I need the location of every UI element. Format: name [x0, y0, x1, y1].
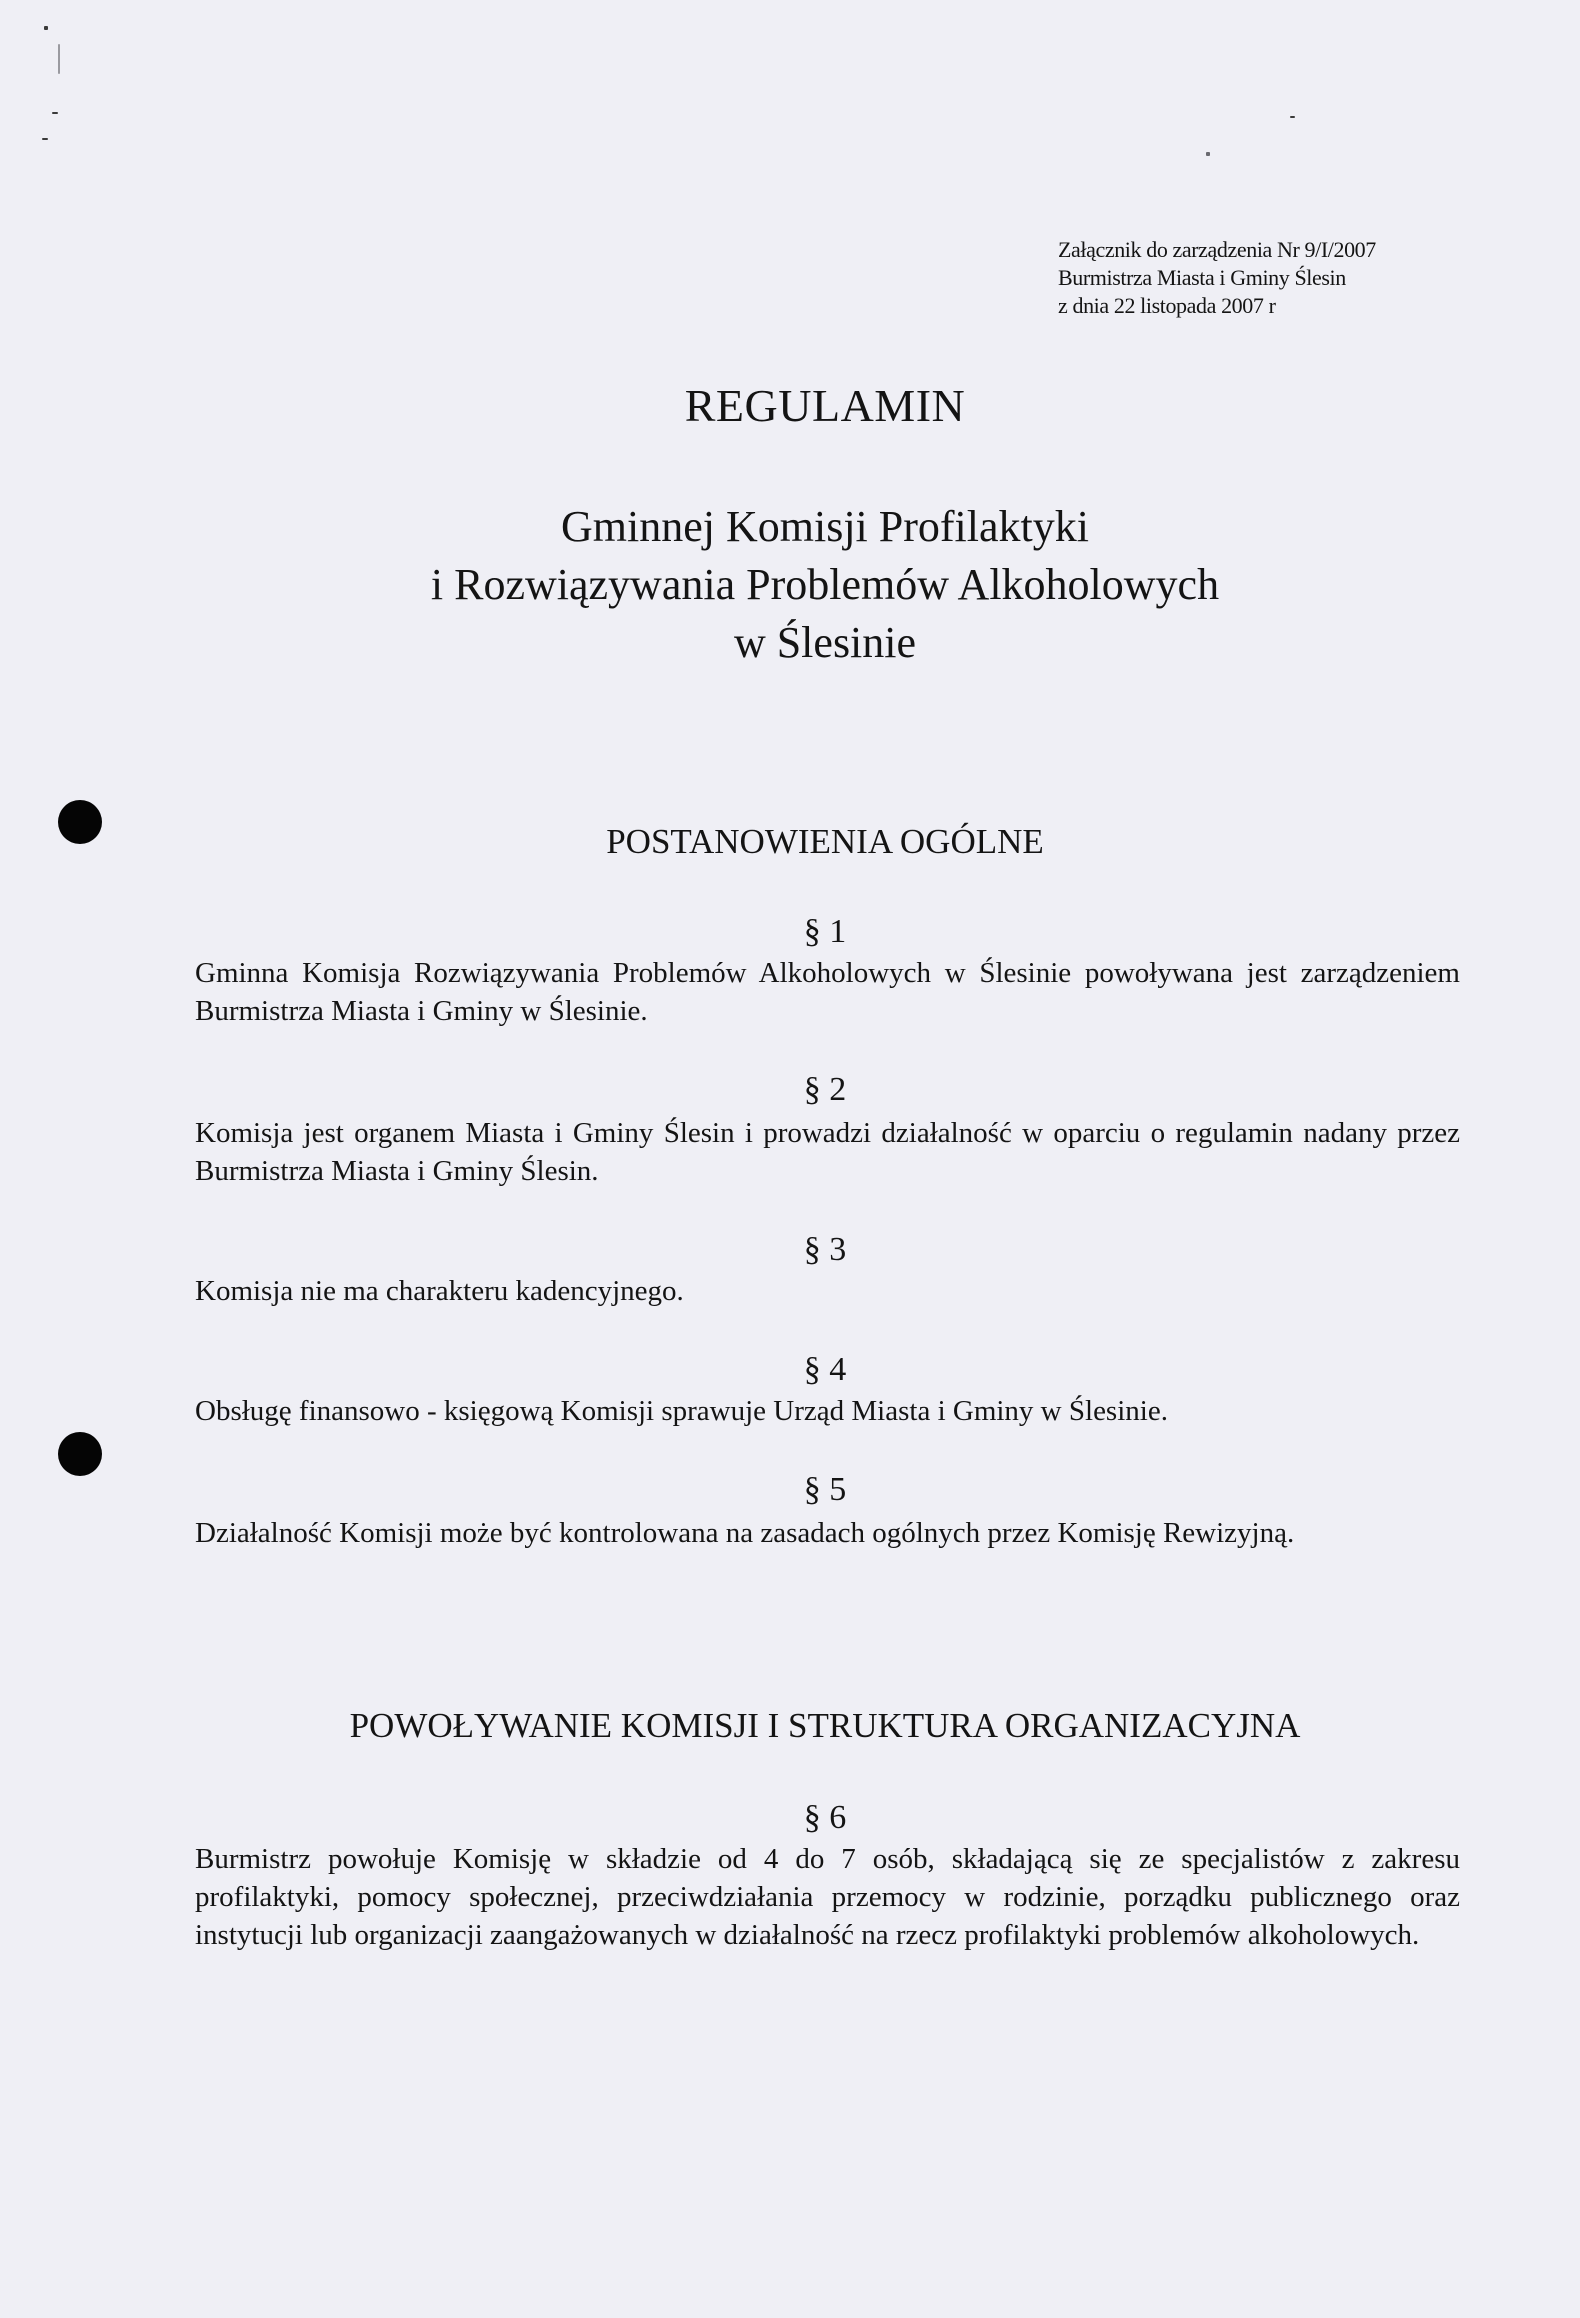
paragraph-text: Gminna Komisja Rozwiązywania Problemów Alkoholowych w Ślesinie powoływana jest zarządzeniem Burmistrza Miasta i Gminy w Ślesinie. — [195, 957, 1460, 1027]
paragraph-text: Komisja jest organem Miasta i Gminy Ślesin i prowadzi działalność w oparciu o regulamin nadany przez Burmistrza Miasta i Gminy Ślesin. — [195, 1117, 1460, 1187]
subtitle-line: Gminnej Komisji Profilaktyki — [561, 502, 1089, 551]
document-title: REGULAMIN — [684, 380, 966, 431]
scan-speck — [58, 44, 60, 74]
scan-speck — [42, 138, 48, 140]
attachment-note-line: Załącznik do zarządzenia Nr 9/I/2007 — [1058, 237, 1376, 262]
scan-speck — [1206, 152, 1210, 156]
attachment-note-line: Burmistrza Miasta i Gminy Ślesin — [1058, 265, 1346, 290]
paragraph-text: Działalność Komisji może być kontrolowana na zasadach ogólnych przez Komisję Rewizyjną. — [195, 1517, 1295, 1549]
paragraph-mark: § 3 — [803, 1231, 847, 1268]
paragraph-mark: § 5 — [803, 1471, 847, 1508]
paragraph-mark: § 4 — [803, 1351, 847, 1388]
attachment-note — [1058, 236, 1376, 320]
document-subtitle — [0, 498, 1580, 672]
subtitle-line: i Rozwiązywania Problemów Alkoholowych — [430, 560, 1220, 609]
subtitle-line: w Ślesinie — [733, 618, 917, 667]
section-heading-structure: POWOŁYWANIE KOMISJI I STRUKTURA ORGANIZACYJNA — [349, 1706, 1301, 1745]
paragraph-mark: § 6 — [803, 1799, 847, 1836]
paragraph-text: Burmistrz powołuje Komisję w składzie od 4 do 7 osób, składającą się ze specjalistów z zakresu profilaktyki, pomocy społecznej, przeciwdziałania przemocy w rodzinie, porządku publicznego oraz instytucji lub organizacji zaangażowanych w działalność na rzecz profilaktyki problemów alkoholowych. — [195, 1843, 1460, 1951]
paragraph-mark: § 1 — [803, 913, 847, 950]
attachment-note-line: z dnia 22 listopada 2007 r — [1058, 293, 1276, 318]
scan-speck — [1290, 116, 1295, 118]
scan-speck — [52, 112, 58, 114]
paragraph-text: Obsługę finansowo - księgową Komisji sprawuje Urząd Miasta i Gminy w Ślesinie. — [195, 1395, 1168, 1427]
section-heading-general: POSTANOWIENIA OGÓLNE — [606, 822, 1044, 861]
paragraph-mark: § 2 — [803, 1071, 847, 1108]
paragraph-text: Komisja nie ma charakteru kadencyjnego. — [195, 1275, 684, 1307]
scan-speck — [44, 26, 48, 30]
